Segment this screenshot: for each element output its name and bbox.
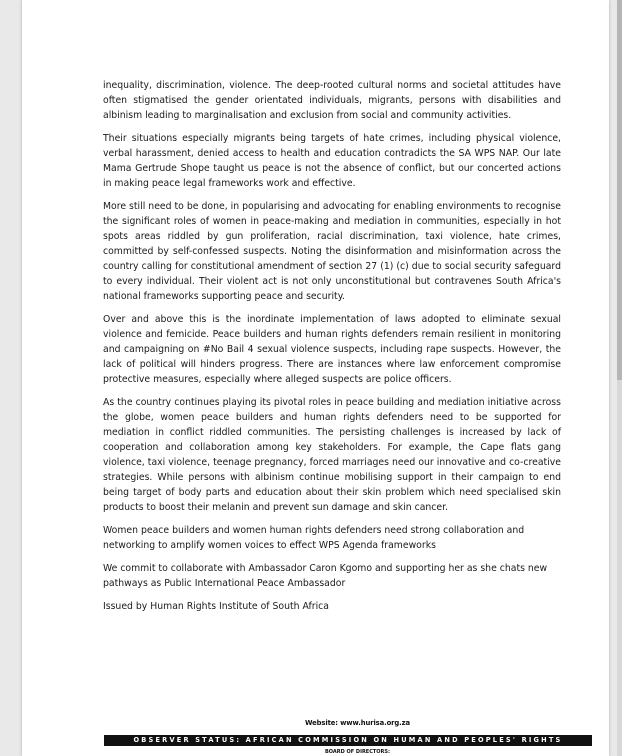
document-page bbox=[22, 0, 609, 756]
observer-status-banner: OBSERVER STATUS: AFRICAN COMMISSION ON HUMAN AND PEOPLES' RIGHTS bbox=[104, 735, 592, 746]
scrollbar[interactable] bbox=[617, 0, 622, 756]
paragraph-6: Women peace builders and women human rights defenders need strong collaboration and networking to amplify women voices to effect WPS Agenda frameworks bbox=[103, 525, 525, 551]
paragraph-2: Their situations especially migrants being targets of hate crimes, including physical violence, verbal harassment, denied access to health and education contradicts the SA WPS NAP. Our late Mama Gertrude Shope taught us peace is not the absence of conflict, but our concerted actions in making peace legal frameworks work and effective. bbox=[103, 133, 561, 189]
website-link[interactable]: Website: www.hurisa.org.za bbox=[304, 719, 411, 727]
issued-by: Issued by Human Rights Institute of South Africa bbox=[103, 601, 329, 612]
footer-website bbox=[22, 719, 609, 727]
paragraph-3: More still need to be done, in popularising and advocating for enabling environments to recognise the significant roles of women in peace-making and mediation in communities, especially in hot spots areas riddled by gun proliferation, racial discrimination, taxi violence, hate crimes, committed by self-confessed suspects. Noting the disinformation and misinformation across the country calling for constitutional amendment of section 27 (1) (c) due to social security safeguard to every individual. Their violent act is not only unconstitutional but contravenes South Africa's national frameworks supporting peace and security. bbox=[103, 201, 561, 302]
paragraph-4: Over and above this is the inordinate implementation of laws adopted to eliminate sexual violence and femicide. Peace builders and human rights defenders remain resilient in monitoring and campaigning on #No Bail 4 sexual violence suspects, including rape suspects. However, the lack of political will hinders progress. There are instances where law enforcement compromise protective measures, especially where alleged suspects are police officers. bbox=[103, 314, 561, 385]
paragraph-1: inequality, discrimination, violence. The deep-rooted cultural norms and societal attitudes have often stigmatised the gender orientated individuals, migrants, persons with disabilities and albinism leading to marginalisation and exclusion from social and community activities. bbox=[103, 80, 561, 121]
paragraph-7: We commit to collaborate with Ambassador Caron Kgomo and supporting her as she chats new pathways as Public International Peace Ambassador bbox=[103, 563, 548, 589]
board-of-directors-label: BOARD OF DIRECTORS: bbox=[324, 749, 390, 755]
paragraph-5: As the country continues playing its pivotal roles in peace building and mediation initiative across the globe, women peace builders and human rights defenders need to be supported for mediation in conflict riddled communities. The persisting challenges is increased by lack of cooperation and collaboration among key stakeholders. For example, the Cape flats gang violence, taxi violence, teenage pregnancy, forced marriages need our innovative and co-creative strategies. While persons with albinism continue mobilising support in their campaign to end being target of body parts and education about their skin problem which need specialised skin products to boost their melanin and prevent sun damage and skin cancer. bbox=[103, 397, 561, 513]
document-body bbox=[103, 78, 561, 622]
footer-board bbox=[22, 749, 609, 755]
scrollbar-thumb[interactable] bbox=[617, 0, 622, 380]
